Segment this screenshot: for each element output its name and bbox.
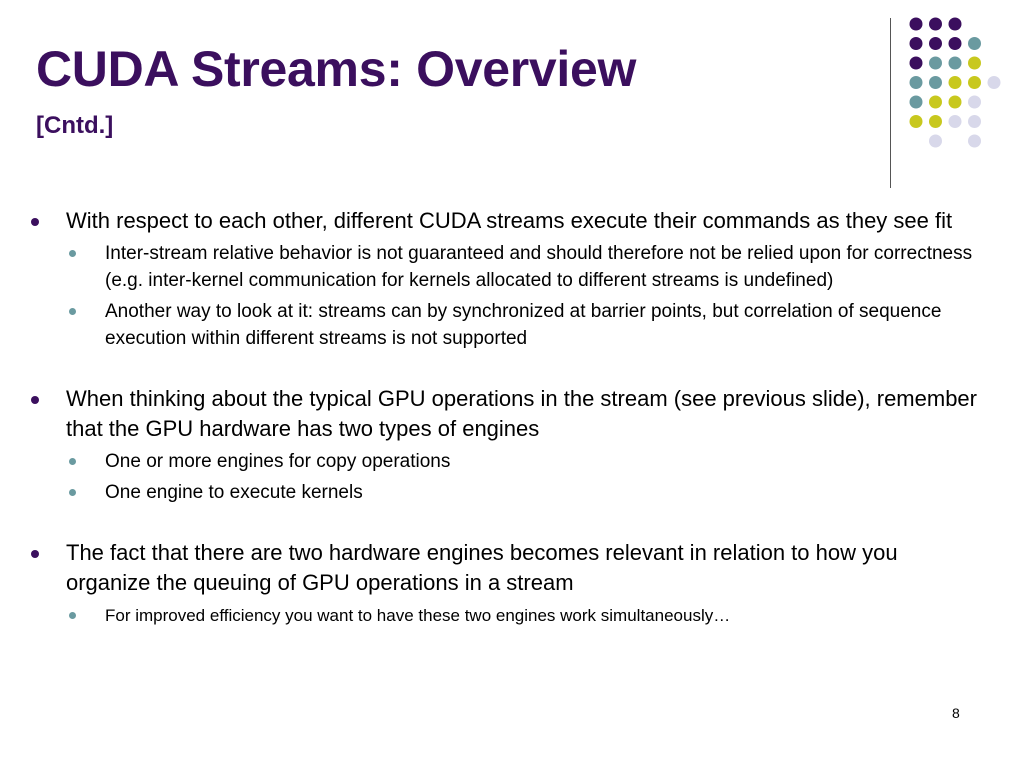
decorative-dot <box>910 96 923 109</box>
decorative-dot-grid <box>900 10 1010 170</box>
decorative-dot <box>910 18 923 31</box>
decorative-dot <box>929 57 942 70</box>
decorative-dot <box>929 135 942 148</box>
bullet-icon <box>31 218 39 226</box>
sub-bullet-icon <box>69 250 76 257</box>
bullet-text: When thinking about the typical GPU operations in the stream (see previous slide), remember that the GPU hardware has two types of engines <box>66 386 977 441</box>
bullet-group-2 <box>0 384 1024 506</box>
bullet-group-1 <box>0 206 1024 352</box>
decorative-dot <box>929 115 942 128</box>
sub-bullet-item <box>105 448 990 475</box>
decorative-dot <box>929 37 942 50</box>
sub-bullet-text: Inter-stream relative behavior is not guaranteed and should therefore not be relied upon for correctness (e.g. inter-kernel communication for kernels allocated to different streams is undefined) <box>105 243 973 291</box>
decorative-dot <box>968 135 981 148</box>
decorative-dot <box>968 115 981 128</box>
bullet-text: The fact that there are two hardware engines becomes relevant in relation to how you organize the queuing of GPU operations in a stream <box>66 540 898 595</box>
decorative-dot <box>910 37 923 50</box>
decorative-dot <box>949 37 962 50</box>
sub-bullet-icon <box>69 489 76 496</box>
bullet-icon <box>31 550 39 558</box>
sub-bullet-item <box>105 240 990 294</box>
bullet-item <box>66 538 984 598</box>
decorative-dot <box>949 76 962 89</box>
decorative-dot <box>929 18 942 31</box>
page-number: 8 <box>952 705 960 721</box>
bullet-text: With respect to each other, different CUDA streams execute their commands as they see fit <box>66 208 953 233</box>
decorative-dot <box>949 57 962 70</box>
decorative-dot <box>910 115 923 128</box>
slide-content <box>0 206 1024 661</box>
decorative-dot <box>910 76 923 89</box>
bullet-group-3 <box>0 538 1024 629</box>
sub-bullet-text: For improved efficiency you want to have these two engines work simultaneously… <box>105 606 731 625</box>
decorative-dot <box>968 96 981 109</box>
sub-bullet-text: One engine to execute kernels <box>105 482 363 503</box>
decorative-dot <box>988 76 1001 89</box>
sub-bullet-item <box>105 602 990 629</box>
sub-bullet-icon <box>69 612 76 619</box>
decorative-dot <box>968 57 981 70</box>
slide-title: CUDA Streams: Overview <box>36 41 637 97</box>
slide-subtitle: [Cntd.] <box>36 112 114 139</box>
bullet-item <box>66 206 984 236</box>
bullet-item <box>66 384 984 444</box>
decorative-dot <box>929 96 942 109</box>
bullet-icon <box>31 396 39 404</box>
header-divider <box>890 18 891 188</box>
decorative-dot <box>929 76 942 89</box>
sub-bullet-text: One or more engines for copy operations <box>105 451 451 472</box>
decorative-dot <box>968 37 981 50</box>
sub-bullet-icon <box>69 458 76 465</box>
decorative-dot <box>968 76 981 89</box>
sub-bullet-item <box>105 298 990 352</box>
sub-bullet-icon <box>69 308 76 315</box>
decorative-dot <box>949 115 962 128</box>
sub-bullet-item <box>105 479 990 506</box>
decorative-dot <box>910 57 923 70</box>
decorative-dot <box>949 18 962 31</box>
decorative-dot <box>949 96 962 109</box>
sub-bullet-text: Another way to look at it: streams can by synchronized at barrier points, but correlation of sequence execution within different streams is not supported <box>105 301 942 349</box>
